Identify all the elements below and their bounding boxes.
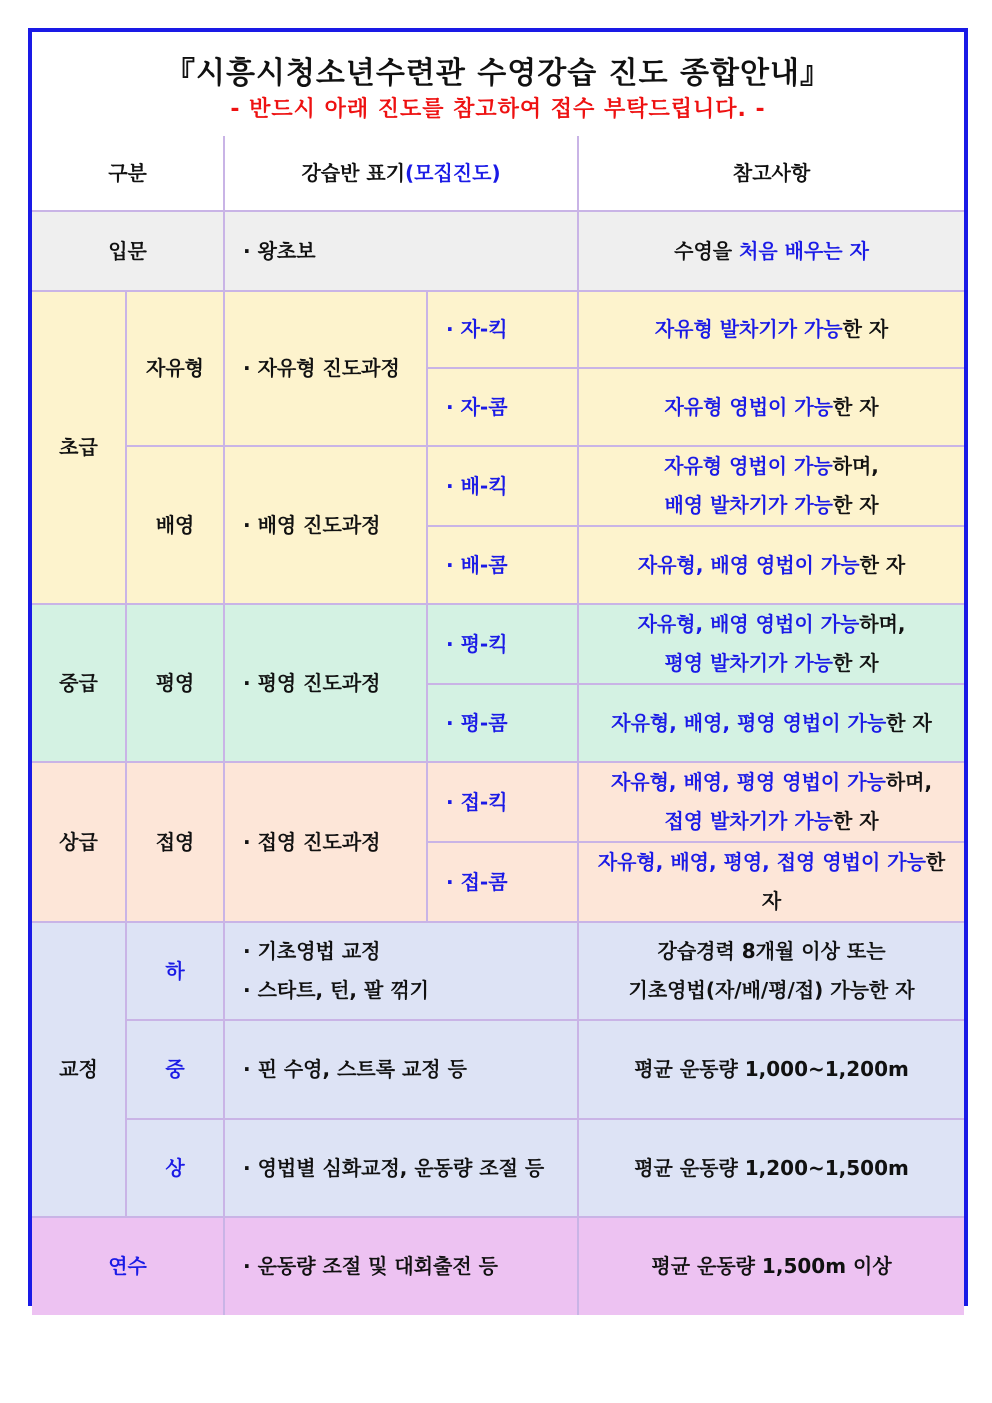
ref-text: 하며, bbox=[832, 454, 879, 478]
reference-backstroke-kick bbox=[578, 446, 964, 526]
table-row bbox=[32, 1020, 964, 1119]
level-advanced: 상급 bbox=[32, 762, 126, 922]
ref-highlight: 자유형 영법이 가능 bbox=[664, 394, 833, 419]
ref-highlight: 자유형, 배영, 평영 영법이 가능 bbox=[610, 770, 886, 794]
reference-correction-mid: 평균 운동량 1,000~1,200m bbox=[578, 1020, 964, 1119]
ref-text: 한 자 bbox=[832, 394, 879, 419]
ref-text: 한 자 bbox=[832, 651, 879, 675]
reference-backstroke-full bbox=[578, 526, 964, 604]
stroke-backstroke: 배영 bbox=[126, 446, 224, 604]
header-class-label bbox=[224, 136, 578, 211]
header-class-paren: (모집진도) bbox=[405, 160, 501, 185]
class-breaststroke-kick: · 평-킥 bbox=[427, 604, 578, 684]
reference-intro bbox=[578, 211, 964, 291]
table-row bbox=[32, 1119, 964, 1217]
ref-highlight: 자유형, 배영, 평영 영법이 가능 bbox=[611, 710, 887, 735]
reference-correction-high: 평균 운동량 1,200~1,500m bbox=[578, 1119, 964, 1217]
reference-correction-low bbox=[578, 922, 964, 1020]
table-row bbox=[32, 922, 964, 1020]
level-beginner: 초급 bbox=[32, 291, 126, 604]
reference-butterfly-full bbox=[578, 842, 964, 922]
class-backstroke-full: · 배-콤 bbox=[427, 526, 578, 604]
grade-correction-high: 상 bbox=[126, 1119, 224, 1217]
stroke-breaststroke: 평영 bbox=[126, 604, 224, 762]
course-correction-mid: · 핀 수영, 스트록 교정 등 bbox=[224, 1020, 578, 1119]
level-intermediate: 중급 bbox=[32, 604, 126, 762]
course-butterfly: · 접영 진도과정 bbox=[224, 762, 427, 922]
class-butterfly-full: · 접-콤 bbox=[427, 842, 578, 922]
ref-highlight: 접영 발차기가 가능 bbox=[664, 809, 833, 833]
table-row bbox=[32, 762, 964, 842]
stroke-freestyle: 자유형 bbox=[126, 291, 224, 446]
class-backstroke-kick: · 배-킥 bbox=[427, 446, 578, 526]
ref-text: 한 자 bbox=[842, 317, 889, 341]
course-intro: · 왕초보 bbox=[224, 211, 578, 291]
class-freestyle-full: · 자-콤 bbox=[427, 368, 578, 446]
level-training: 연수 bbox=[32, 1217, 224, 1315]
ref-highlight: 배영 발차기가 가능 bbox=[664, 493, 833, 517]
course-correction-low bbox=[224, 922, 578, 1020]
ref-text: 한 bbox=[925, 850, 946, 874]
ref-highlight: 자유형, 배영, 평영, 접영 영법이 가능 bbox=[597, 850, 926, 874]
ref-text: 한 자 bbox=[832, 493, 879, 517]
ref-text: 하며, bbox=[859, 612, 906, 636]
ref-highlight: 자유형 발차기가 가능 bbox=[654, 317, 843, 341]
reference-breaststroke-full bbox=[578, 684, 964, 762]
ref-text: 한 자 bbox=[886, 710, 932, 735]
progress-table bbox=[32, 136, 964, 1315]
ref-text: 자 bbox=[761, 889, 782, 913]
ref-highlight: 자유형, 배영 영법이 가능 bbox=[637, 552, 860, 577]
reference-training: 평균 운동량 1,500m 이상 bbox=[578, 1217, 964, 1315]
ref-text: 하며, bbox=[885, 770, 933, 794]
class-breaststroke-full: · 평-콤 bbox=[427, 684, 578, 762]
level-correction: 교정 bbox=[32, 922, 126, 1217]
table-row bbox=[32, 291, 964, 368]
title-block bbox=[32, 32, 964, 136]
ref-text: 강습경력 8개월 이상 또는 bbox=[657, 939, 886, 963]
table-row bbox=[32, 211, 964, 291]
course-correction-high: · 영법별 심화교정, 운동량 조절 등 bbox=[224, 1119, 578, 1217]
ref-highlight: 자유형 영법이 가능 bbox=[664, 454, 833, 478]
guide-frame bbox=[28, 28, 968, 1306]
ref-text: 한 자 bbox=[832, 809, 879, 833]
reference-butterfly-kick bbox=[578, 762, 964, 842]
reference-freestyle-kick bbox=[578, 291, 964, 368]
reference-breaststroke-kick bbox=[578, 604, 964, 684]
ref-text: 한 자 bbox=[859, 552, 906, 577]
course-line: · 기초영법 교정 bbox=[243, 939, 381, 963]
header-class-main: 강습반 표기 bbox=[301, 160, 406, 185]
class-freestyle-kick: · 자-킥 bbox=[427, 291, 578, 368]
reference-freestyle-full bbox=[578, 368, 964, 446]
course-breaststroke: · 평영 진도과정 bbox=[224, 604, 427, 762]
page-title: 『시흥시청소년수련관 수영강습 진도 종합안내』 bbox=[165, 56, 831, 91]
table-row bbox=[32, 1217, 964, 1315]
header-category: 구분 bbox=[32, 136, 224, 211]
course-line: · 스타트, 턴, 팔 꺾기 bbox=[243, 978, 429, 1002]
grade-correction-low: 하 bbox=[126, 922, 224, 1020]
table-row bbox=[32, 446, 964, 526]
table-header-row bbox=[32, 136, 964, 211]
table-row bbox=[32, 604, 964, 684]
ref-highlight: 평영 발차기가 가능 bbox=[664, 651, 833, 675]
ref-highlight: 자유형, 배영 영법이 가능 bbox=[637, 612, 860, 636]
page-subtitle: - 반드시 아래 진도를 참고하여 접수 부탁드립니다. - bbox=[230, 97, 766, 122]
course-freestyle: · 자유형 진도과정 bbox=[224, 291, 427, 446]
header-reference: 참고사항 bbox=[578, 136, 964, 211]
ref-text: 기초영법(자/배/평/접) 가능한 자 bbox=[628, 978, 915, 1002]
stroke-butterfly: 접영 bbox=[126, 762, 224, 922]
ref-text: 수영을 bbox=[674, 238, 740, 263]
grade-correction-mid: 중 bbox=[126, 1020, 224, 1119]
course-backstroke: · 배영 진도과정 bbox=[224, 446, 427, 604]
course-training: · 운동량 조절 및 대회출전 등 bbox=[224, 1217, 578, 1315]
level-intro: 입문 bbox=[32, 211, 224, 291]
class-butterfly-kick: · 접-킥 bbox=[427, 762, 578, 842]
ref-highlight: 처음 배우는 자 bbox=[739, 238, 869, 263]
